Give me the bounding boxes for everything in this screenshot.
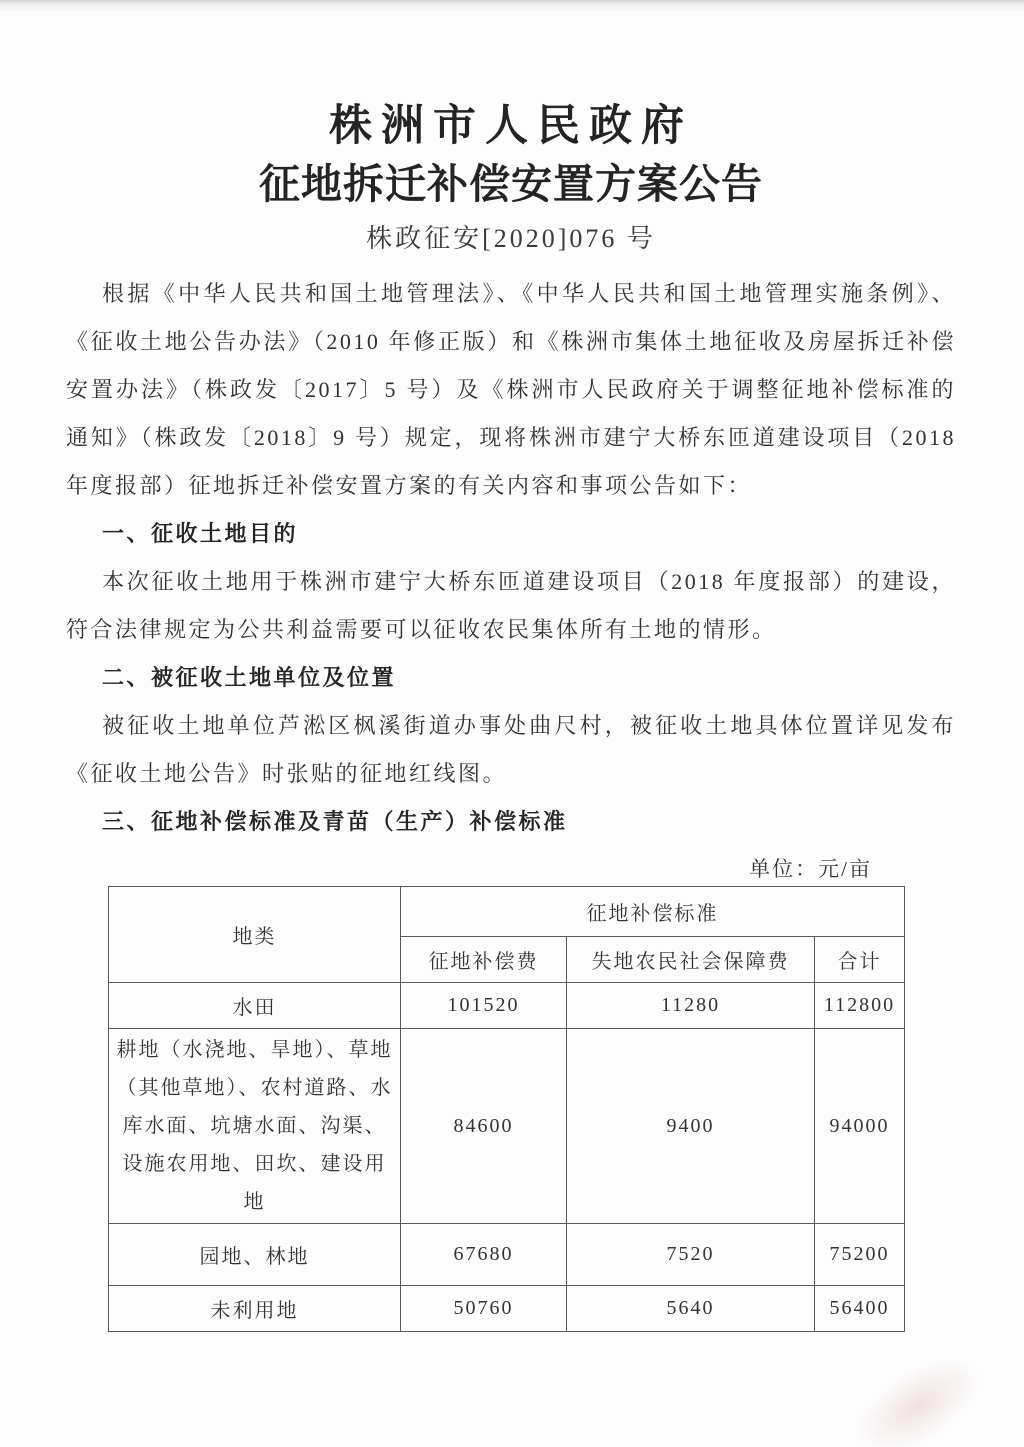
section-1-body: 本次征收土地用于株洲市建宁大桥东匝道建设项目（2018 年度报部）的建设，符合法律规定为公共利益需要可以征收农民集体所有土地的情形。	[66, 569, 956, 642]
table-header-row-1	[109, 887, 905, 937]
document-title-line2: 征地拆迁补偿安置方案公告	[259, 161, 763, 207]
document-number: 株政征安[2020]076 号	[366, 224, 656, 253]
land-type-cell: 未利用地	[109, 1286, 401, 1332]
section-1-heading: 一、征收土地目的	[102, 521, 299, 546]
fee-cell: 50760	[401, 1286, 567, 1332]
section-2-body: 被征收土地单位芦淞区枫溪街道办事处曲尺村，被征收土地具体位置详见发布《征收土地公告》时张贴的征地红线图。	[66, 713, 956, 786]
group-header-cell: 征地补偿标准	[401, 887, 905, 937]
land-type-cell: 耕地（水浇地、旱地）、草地（其他草地）、农村道路、水库水面、坑塘水面、沟渠、设施农用地、田坎、建设用地	[109, 1029, 401, 1224]
land-type-cell: 水田	[109, 983, 401, 1029]
land-type-header-cell: 地类	[109, 887, 401, 983]
compensation-table	[108, 886, 905, 1332]
column-header-security: 失地农民社会保障费	[567, 937, 815, 983]
section-2-heading: 二、被征收土地单位及位置	[102, 665, 397, 690]
fee-cell: 101520	[401, 983, 567, 1029]
table-row-garden-forest	[109, 1224, 905, 1286]
section-3-heading: 三、征地补偿标准及青苗（生产）补偿标准	[102, 809, 568, 834]
security-cell: 11280	[567, 983, 815, 1029]
total-cell: 56400	[815, 1286, 905, 1332]
fee-cell: 67680	[401, 1224, 567, 1286]
security-cell: 9400	[567, 1029, 815, 1224]
fee-cell: 84600	[401, 1029, 567, 1224]
column-header-total: 合计	[815, 937, 905, 983]
table-row-unused	[109, 1286, 905, 1332]
security-cell: 7520	[567, 1224, 815, 1286]
table-unit-label: 单位：元/亩	[749, 857, 872, 881]
document-title-line1: 株洲市人民政府	[329, 103, 693, 150]
table-row-paddy	[109, 983, 905, 1029]
intro-paragraph: 根据《中华人民共和国土地管理法》、《中华人民共和国土地管理实施条例》、《征收土地公告办法》（2010 年修正版）和《株洲市集体土地征收及房屋拆迁补偿安置办法》（株政发〔2017〕5 号）及《株洲市人民政府关于调整征地补偿标准的通知》（株政发〔2018〕9 号）规定，现将株洲市建宁大桥东匝道建设项目（2018 年度报部）征地拆迁补偿安置方案的有关内容和事项公告如下：	[66, 281, 956, 498]
total-cell: 94000	[815, 1029, 905, 1224]
table-row-farmland	[109, 1029, 905, 1224]
total-cell: 75200	[815, 1224, 905, 1286]
land-type-cell: 园地、林地	[109, 1224, 401, 1286]
security-cell: 5640	[567, 1286, 815, 1332]
column-header-fee: 征地补偿费	[401, 937, 567, 983]
total-cell: 112800	[815, 983, 905, 1029]
